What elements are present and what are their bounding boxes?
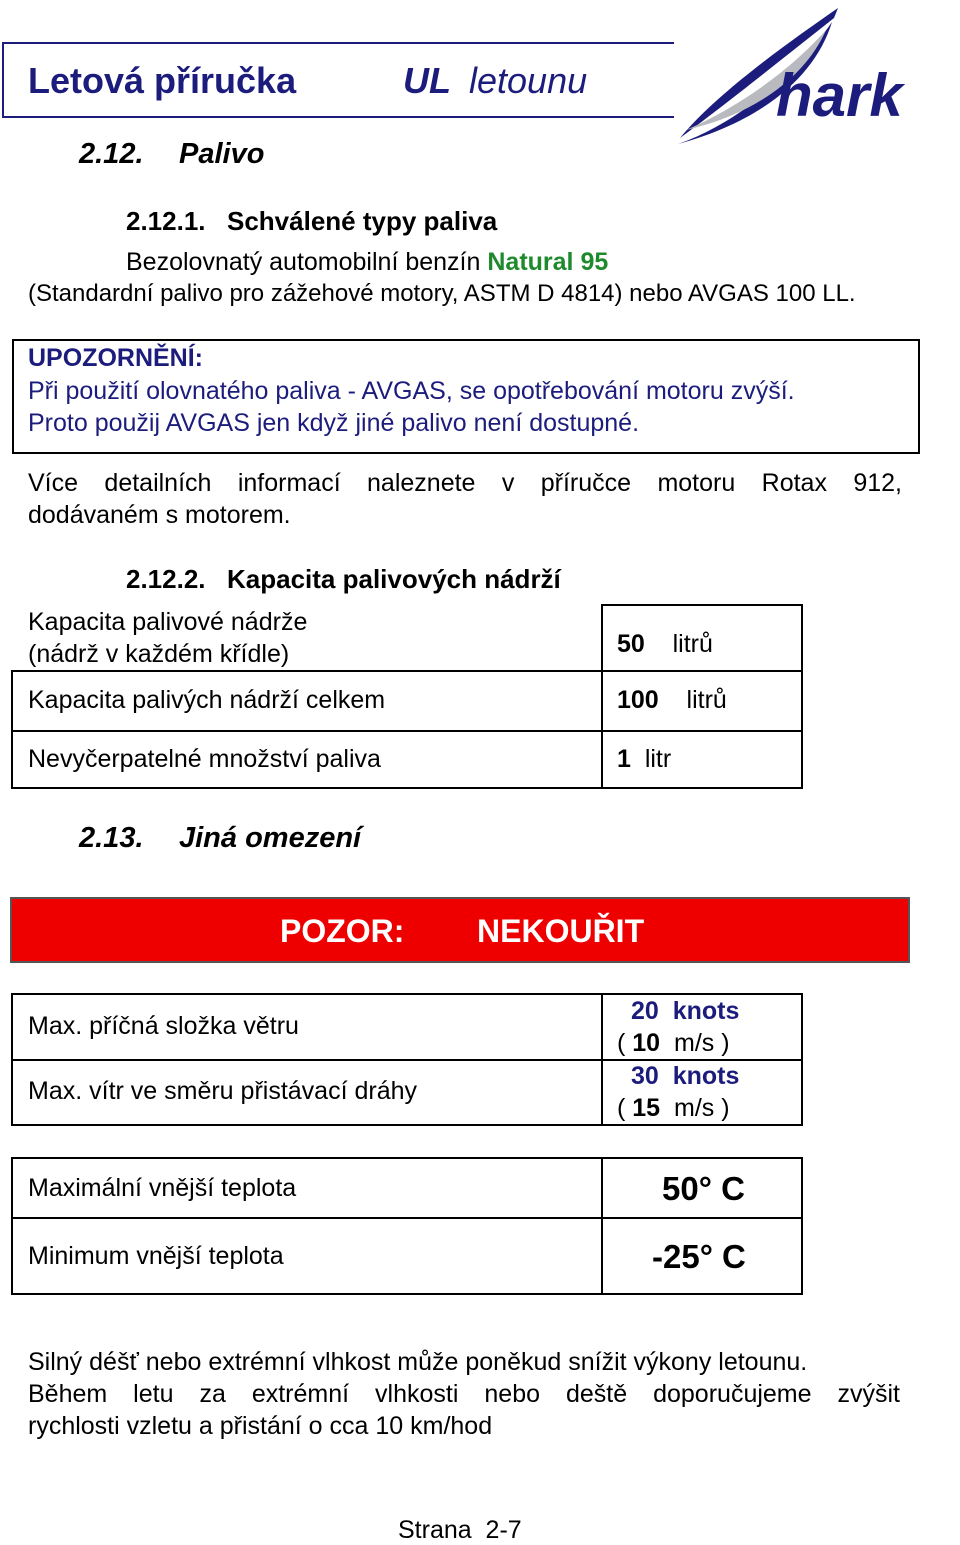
manual-subtitle: [403, 60, 587, 102]
banner-no-smoking: NEKOUŘIT: [477, 913, 645, 949]
subtitle-rest: letounu: [469, 60, 588, 101]
info-line-2: dodávaném s motorem.: [28, 501, 291, 529]
section-2-12-1-heading: 2.12.1. Schválené typy paliva: [126, 206, 498, 236]
rain-line-2: Během letu za extrémní vlhkosti nebo deště doporučujeme zvýšit: [28, 1380, 900, 1408]
rain-line-1: Silný déšť nebo extrémní vlhkost může poněkud snížit výkony letounu.: [28, 1348, 808, 1376]
wind-row-2-knots: 30 knots: [631, 1062, 740, 1090]
warning-heading: UPOZORNĚNÍ:: [28, 344, 203, 372]
wind-row-1-label: Max. příčná složka větru: [28, 1012, 299, 1040]
wind-row-2-ms: ( 15 m/s ): [617, 1094, 730, 1122]
info-line-1: Více detailních informací naleznete v příručce motoru Rotax 912,: [28, 469, 902, 497]
svg-text:hark: hark: [776, 62, 903, 129]
banner-caution: POZOR:: [280, 913, 405, 949]
tank-row-1-label-1: Kapacita palivové nádrže: [28, 608, 308, 636]
tank-row-2-label: Kapacita palivých nádrží celkem: [28, 686, 386, 714]
warning-line-1: Při použití olovnatého paliva - AVGAS, se opotřebování motoru zvýší.: [28, 377, 795, 405]
shark-logo: [676, 4, 958, 148]
wind-row-2-label: Max. vítr ve směru přistávací dráhy: [28, 1077, 418, 1105]
tank-row-2-value: 100 litrů: [617, 686, 727, 714]
fuel-highlight: Natural 95: [487, 248, 609, 276]
temp-min-value: -25° C: [652, 1238, 746, 1275]
tank-row-1-label-2: (nádrž v každém křídle): [28, 640, 290, 668]
fuel-type-line: Bezolovnatý automobilní benzín Natural 95: [126, 248, 609, 276]
section-2-12-heading: 2.12. Palivo: [79, 138, 265, 170]
fuel-standard-line: (Standardní palivo pro zážehové motory, ASTM D 4814) nebo AVGAS 100 LL.: [28, 280, 856, 307]
section-2-12-2-heading: 2.12.2. Kapacita palivových nádrží: [126, 564, 561, 594]
temp-min-label: Minimum vnější teplota: [28, 1242, 284, 1270]
temp-max-label: Maximální vnější teplota: [28, 1174, 297, 1202]
section-2-13-heading: 2.13. Jiná omezení: [79, 822, 362, 854]
tank-row-3-label: Nevyčerpatelné množství paliva: [28, 745, 381, 773]
temp-max-value: 50° C: [662, 1170, 745, 1207]
subtitle-ul: UL: [403, 60, 451, 101]
wind-row-1-knots: 20 knots: [631, 997, 740, 1025]
manual-title: Letová příručka: [28, 60, 297, 101]
no-smoking-banner: [10, 897, 910, 963]
page-number: Strana 2-7: [398, 1516, 522, 1544]
rain-line-3: rychlosti vzletu a přistání o cca 10 km/hod: [28, 1412, 493, 1440]
warning-line-2: Proto použij AVGAS jen když jiné palivo není dostupné.: [28, 409, 640, 437]
tank-row-3-value: 1 litr: [617, 745, 672, 773]
tank-row-1-value: 50 litrů: [617, 630, 713, 658]
wind-row-1-ms: ( 10 m/s ): [617, 1029, 730, 1057]
